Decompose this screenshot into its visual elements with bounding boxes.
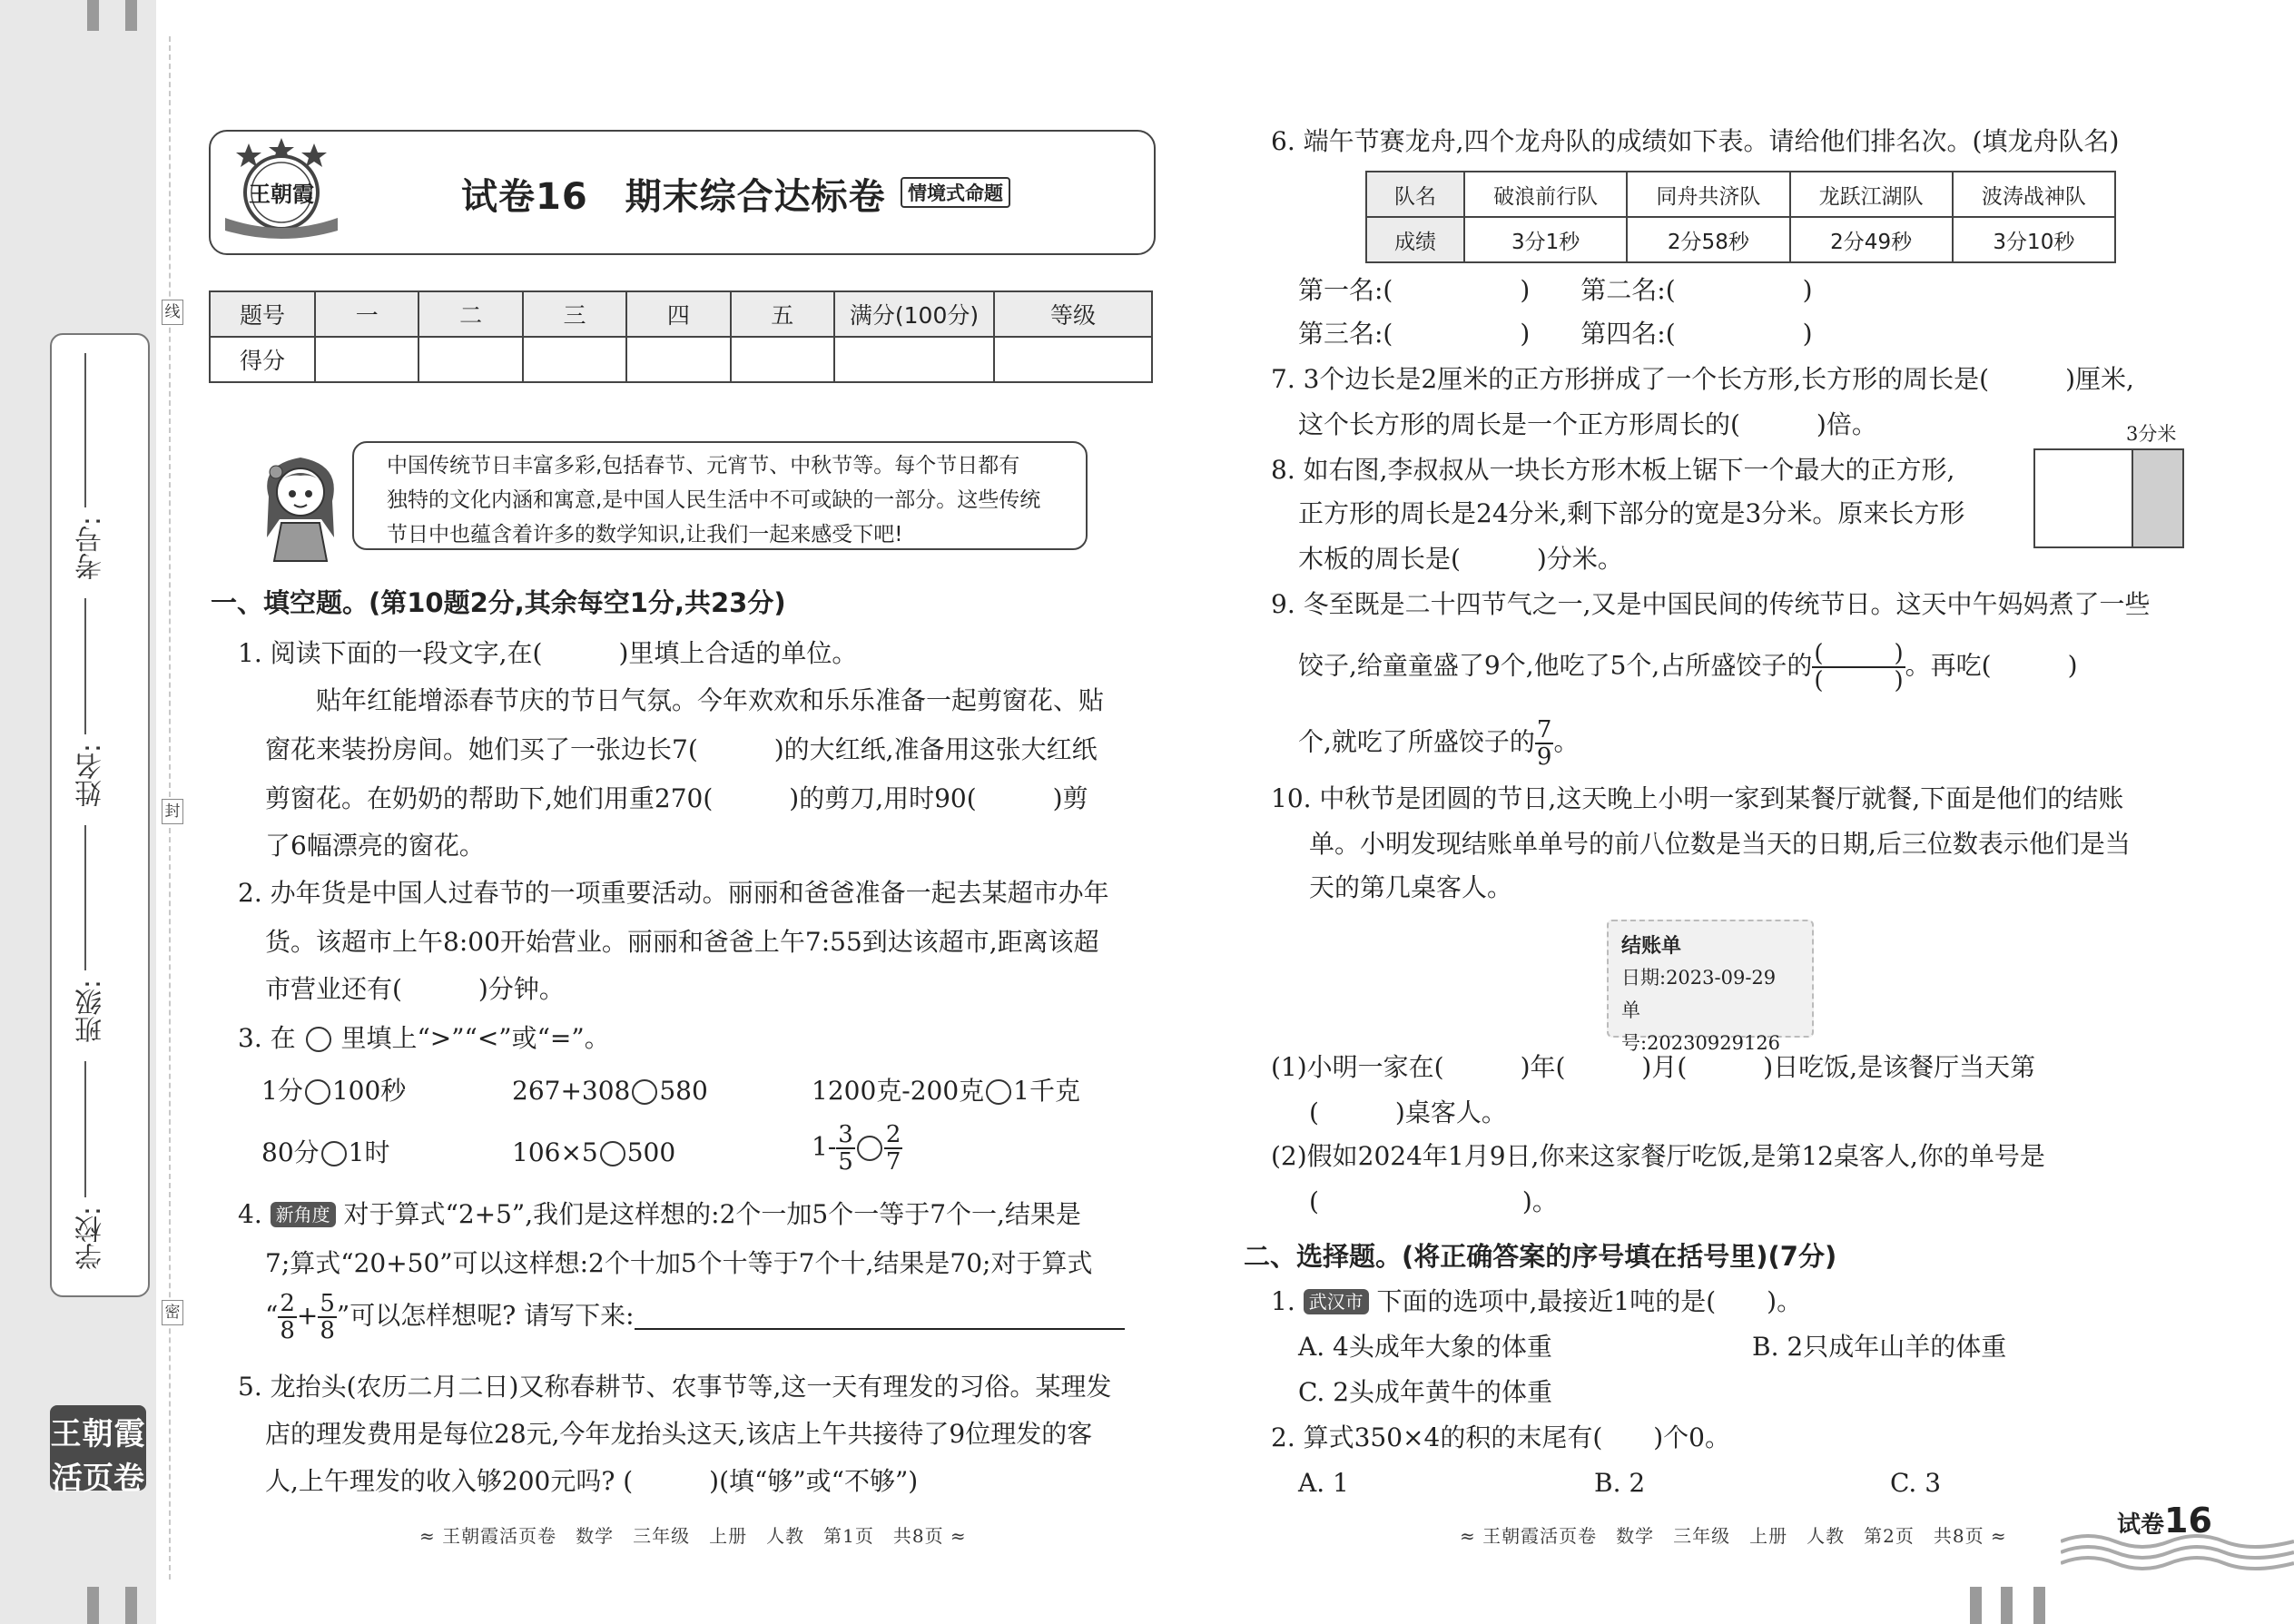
- q3-left: 1200克-200克: [812, 1076, 985, 1106]
- q10-part2: (2)假如2024年1月9日,你来这家餐厅吃饭,是第12桌客人,你的单号是: [1271, 1141, 2045, 1171]
- title-tag: 情境式命题: [901, 177, 1010, 208]
- receipt-date: 日期:2023-09-29: [1621, 967, 1777, 989]
- score-table: [209, 290, 1153, 383]
- fraction: $\frac{( )}{( )}$: [1814, 640, 1904, 694]
- q6-title: 6. 端午节赛龙舟,四个龙舟队的成绩如下表。请给他们排名次。(填龙舟队名): [1271, 126, 2120, 156]
- q3-right: 580: [659, 1076, 708, 1106]
- q3-title-b: 里填上“>”“<”或“=”。: [340, 1023, 610, 1053]
- q4-quote: “: [265, 1300, 279, 1331]
- dragon-table-header-row: [1366, 172, 2115, 217]
- section1-title: 一、填空题。(第10题2分,其余每空1分,共23分): [211, 587, 786, 618]
- option-b[interactable]: B. 2只成年山羊的体重: [1752, 1332, 2007, 1362]
- page-badge-label: 试卷: [2117, 1511, 2165, 1539]
- q3-left: 267+308: [512, 1076, 631, 1106]
- q4-text: 7;算式“20+50”可以这样想:2个十加5个十等于7个十,结果是70;对于算式: [265, 1248, 1093, 1278]
- compare-circle[interactable]: [600, 1141, 625, 1166]
- fraction: $\frac{3}{5}$: [838, 1121, 853, 1176]
- s2q1-line: [1271, 1284, 1802, 1320]
- q1-text: 贴年红能增添春节庆的节日气氛。今年欢欢和乐乐准备一起剪窗花、贴: [316, 685, 1105, 715]
- q4-number: 4.: [238, 1199, 262, 1229]
- option-a[interactable]: A. 1: [1298, 1468, 1349, 1498]
- fraction: $\frac{2}{7}$: [885, 1121, 901, 1176]
- q9-text: 9. 冬至既是二十四节气之一,又是中国民间的传统节日。这天中午妈妈煮了一些: [1271, 589, 2151, 619]
- q3-item: [261, 1135, 389, 1171]
- circle-icon: [306, 1027, 331, 1052]
- q9-text: 个,就吃了所盛饺子的: [1298, 726, 1535, 757]
- q8-text: 8. 如右图,李叔叔从一块长方形木板上锯下一个最大的正方形,: [1271, 455, 1955, 485]
- bottom-bar-mark: [87, 1587, 99, 1624]
- compare-circle[interactable]: [305, 1079, 330, 1105]
- score-cell: 一: [315, 291, 418, 337]
- q3-item: [812, 1073, 1080, 1109]
- q10-text: 天的第几桌客人。: [1309, 872, 1513, 902]
- q10-text: 单。小明发现结账单单号的前八位数是当天的日期,后三位数表示他们是当: [1309, 829, 2131, 859]
- brand-logo-line2: 活页卷: [52, 1461, 144, 1497]
- intro-line: 节日中也蕴含着许多的数学知识,让我们一起来感受下吧!: [387, 523, 903, 546]
- top-bar-mark: [125, 0, 137, 31]
- q4-text: ”可以怎样想呢? 请写下来:: [336, 1300, 635, 1331]
- q6-rank-row: 第一名:( ) 第二名:( ): [1298, 275, 1813, 305]
- score-input[interactable]: [626, 337, 730, 382]
- q3-right: 100秒: [331, 1076, 407, 1106]
- bottom-bar-mark: [1970, 1587, 1982, 1624]
- name-label: 姓名:: [75, 743, 107, 808]
- q3-item: [261, 1073, 406, 1109]
- score-cell: 三: [523, 291, 626, 337]
- q8-figure-label: 3分米: [2126, 423, 2177, 445]
- q8-text: 木板的周长是( )分米。: [1298, 544, 1623, 574]
- q3-title: [238, 1020, 610, 1057]
- compare-circle[interactable]: [857, 1136, 882, 1161]
- option-a[interactable]: A. 4头成年大象的体重: [1298, 1332, 1552, 1362]
- exam-number-label: 考号:: [75, 517, 107, 581]
- seal-char-xian: 线: [162, 300, 183, 325]
- score-cell: 满分(100分): [834, 291, 994, 337]
- intro-line: 独特的文化内涵和寓意,是中国人民生活中不可或缺的一部分。这些传统: [387, 488, 1041, 512]
- score-input[interactable]: [834, 337, 994, 382]
- dragon-cell: 波涛战神队: [1953, 172, 2115, 217]
- school-line: [84, 1061, 86, 1197]
- q10-part2: ( )。: [1309, 1186, 1558, 1216]
- girl-mascot-icon: [251, 447, 350, 563]
- bottom-bar-mark: [2001, 1587, 2013, 1624]
- compare-circle[interactable]: [321, 1141, 347, 1166]
- name-line: [84, 598, 86, 734]
- name-field[interactable]: [52, 598, 148, 816]
- score-input[interactable]: [315, 337, 418, 382]
- q3-right: 500: [626, 1137, 676, 1167]
- q8-text: 正方形的周长是24分米,剩下部分的宽是3分米。原来长方形: [1298, 498, 1965, 528]
- q3-left: 1分: [261, 1076, 303, 1106]
- class-field[interactable]: [52, 825, 148, 1052]
- q3-left: 106×5: [512, 1137, 598, 1167]
- dragon-table-score-row: [1366, 217, 2115, 262]
- plus-sign: +: [296, 1300, 319, 1331]
- q4-tag: 新角度: [271, 1202, 336, 1227]
- exam-title: 试卷16 期末综合达标卷: [461, 176, 886, 218]
- score-input[interactable]: [523, 337, 626, 382]
- q8-figure: [2033, 448, 2184, 548]
- fraction: $\frac{7}{9}$: [1536, 716, 1552, 771]
- dragon-cell: 3分10秒: [1953, 217, 2115, 262]
- q7-text: 7. 3个边长是2厘米的正方形拼成了一个长方形,长方形的周长是( )厘米,: [1271, 364, 2134, 394]
- fraction: $\frac{5}{8}$: [320, 1290, 335, 1344]
- q7-text: 这个长方形的周长是一个正方形周长的( )倍。: [1298, 409, 1877, 439]
- q3-left: 80分: [261, 1137, 320, 1167]
- q10-part1: ( )桌客人。: [1309, 1097, 1507, 1127]
- s2q1-text: 下面的选项中,最接近1吨的是( )。: [1376, 1286, 1803, 1316]
- top-bar-mark: [87, 0, 99, 31]
- q9-text: 饺子,给童童盛了9个,他吃了5个,占所盛饺子的: [1298, 650, 1813, 681]
- page-badge: [2117, 1501, 2212, 1540]
- s2q1-number: 1.: [1271, 1286, 1295, 1316]
- q4-answer-line[interactable]: [635, 1301, 1125, 1330]
- section2-title: 二、选择题。(将正确答案的序号填在括号里)(7分): [1244, 1241, 1837, 1272]
- q4-text: 对于算式“2+5”,我们是这样想的:2个一加5个一等于7个一,结果是: [343, 1199, 1081, 1229]
- score-input[interactable]: [731, 337, 834, 382]
- q9-line3: [1298, 717, 1579, 770]
- q2-text: 市营业还有( )分钟。: [265, 974, 565, 1004]
- q2-text: 货。该超市上午8:00开始营业。丽丽和爸爸上午7:55到达该超市,距离该超: [265, 927, 1099, 957]
- class-label: 班级:: [75, 979, 107, 1044]
- intro-bubble: [352, 441, 1088, 550]
- s2q1-tag: 武汉市: [1304, 1289, 1369, 1314]
- q5-text: 店的理发费用是每位28元,今年龙抬头这天,该店上午共接待了9位理发的客: [265, 1419, 1093, 1449]
- option-c[interactable]: C. 2头成年黄牛的体重: [1298, 1377, 1553, 1407]
- score-cell: 二: [418, 291, 522, 337]
- score-table-header-row: [210, 291, 1152, 337]
- compare-circle[interactable]: [632, 1079, 657, 1105]
- score-input[interactable]: [994, 337, 1152, 382]
- dragon-cell: 2分49秒: [1790, 217, 1953, 262]
- footer-right: ≈ 王朝霞活页卷 数学 三年级 上册 人教 第2页 共8页 ≈: [1460, 1525, 2007, 1547]
- dragon-cell: 成绩: [1366, 217, 1464, 262]
- q4-line3: [265, 1291, 1125, 1343]
- receipt-number: 单号:20230929126: [1621, 999, 1781, 1054]
- page-badge-number: 16: [2164, 1501, 2212, 1540]
- q10-part1: (1)小明一家在( )年( )月( )日吃饭,是该餐厅当天第: [1271, 1052, 2036, 1082]
- seal-char-feng: 封: [162, 799, 183, 824]
- q3-item: [512, 1135, 675, 1171]
- score-table-score-row: [210, 337, 1152, 382]
- q1-text: 了6幅漂亮的窗花。: [265, 831, 485, 861]
- q10-text: 10. 中秋节是团圆的节日,这天晚上小明一家到某餐厅就餐,下面是他们的结账: [1271, 783, 2124, 813]
- dragon-cell: 2分58秒: [1627, 217, 1789, 262]
- q9-line2: [1298, 641, 2078, 694]
- footer-left: ≈ 王朝霞活页卷 数学 三年级 上册 人教 第1页 共8页 ≈: [419, 1525, 967, 1547]
- q8-figure-shade: [2132, 450, 2182, 546]
- score-cell: 五: [731, 291, 834, 337]
- score-cell: 题号: [210, 291, 315, 337]
- q5-text: 人,上午理发的收入够200元吗? ( )(填“够”或“不够”): [265, 1466, 919, 1496]
- score-cell: 四: [626, 291, 730, 337]
- q9-text: 。再吃( ): [1905, 650, 2078, 681]
- q1-text: 窗花来装扮房间。她们买了一张边长7( )的大红纸,准备用这张大红纸: [265, 734, 1098, 764]
- brand-logo: [50, 1405, 146, 1497]
- brand-logo-line1: 王朝霞: [50, 1416, 146, 1452]
- emblem-text: 王朝霞: [249, 181, 314, 207]
- school-label: 学校:: [75, 1206, 107, 1271]
- seal-char-mi: 密: [162, 1300, 183, 1325]
- class-line: [84, 825, 86, 970]
- option-b[interactable]: B. 2: [1594, 1468, 1646, 1498]
- s2q2-text: 2. 算式350×4的积的末尾有( )个0。: [1271, 1422, 1730, 1452]
- q3-left: 1-: [812, 1131, 837, 1162]
- fraction: $\frac{2}{8}$: [280, 1290, 295, 1344]
- option-c[interactable]: C. 3: [1890, 1468, 1942, 1498]
- dragon-cell: 队名: [1366, 172, 1464, 217]
- q3-item: [512, 1073, 708, 1109]
- emblem-icon: [222, 136, 341, 243]
- score-input[interactable]: [418, 337, 522, 382]
- dragon-cell: 同舟共济队: [1627, 172, 1789, 217]
- student-info-box: [50, 333, 150, 1297]
- q3-right: 1时: [348, 1137, 390, 1167]
- exam-number-field[interactable]: [52, 353, 148, 589]
- dragon-cell: 龙跃江湖队: [1790, 172, 1953, 217]
- exam-number-line: [84, 353, 86, 507]
- intro-line: 中国传统节日丰富多彩,包括春节、元宵节、中秋节等。每个节日都有: [387, 454, 1020, 477]
- receipt-title: 结账单: [1621, 934, 1682, 958]
- q3-right: 1千克: [1013, 1076, 1080, 1106]
- score-cell: 等级: [994, 291, 1152, 337]
- q9-text: 。: [1553, 726, 1580, 757]
- bottom-bar-mark: [125, 1587, 137, 1624]
- q4-line1: [238, 1196, 1081, 1233]
- q5-text: 5. 龙抬头(农历二月二日)又称春耕节、农事节等,这一天有理发的习俗。某理发: [238, 1372, 1112, 1402]
- q3-item: [812, 1122, 902, 1175]
- q1-title: 1. 阅读下面的一段文字,在( )里填上合适的单位。: [238, 638, 858, 668]
- dragon-cell: 破浪前行队: [1464, 172, 1627, 217]
- score-cell: 得分: [210, 337, 315, 382]
- compare-circle[interactable]: [986, 1079, 1011, 1105]
- bottom-bar-mark: [2033, 1587, 2045, 1624]
- dragon-boat-table: [1365, 171, 2116, 263]
- q1-text: 剪窗花。在奶奶的帮助下,她们用重270( )的剪刀,用时90( )剪: [265, 783, 1088, 813]
- q3-title-a: 3. 在: [238, 1023, 296, 1053]
- dragon-cell: 3分1秒: [1464, 217, 1627, 262]
- q2-text: 2. 办年货是中国人过春节的一项重要活动。丽丽和爸爸准备一起去某超市办年: [238, 878, 1109, 908]
- receipt: [1607, 920, 1814, 1054]
- q6-rank-row: 第三名:( ) 第四名:( ): [1298, 319, 1813, 349]
- school-field[interactable]: [52, 1061, 148, 1288]
